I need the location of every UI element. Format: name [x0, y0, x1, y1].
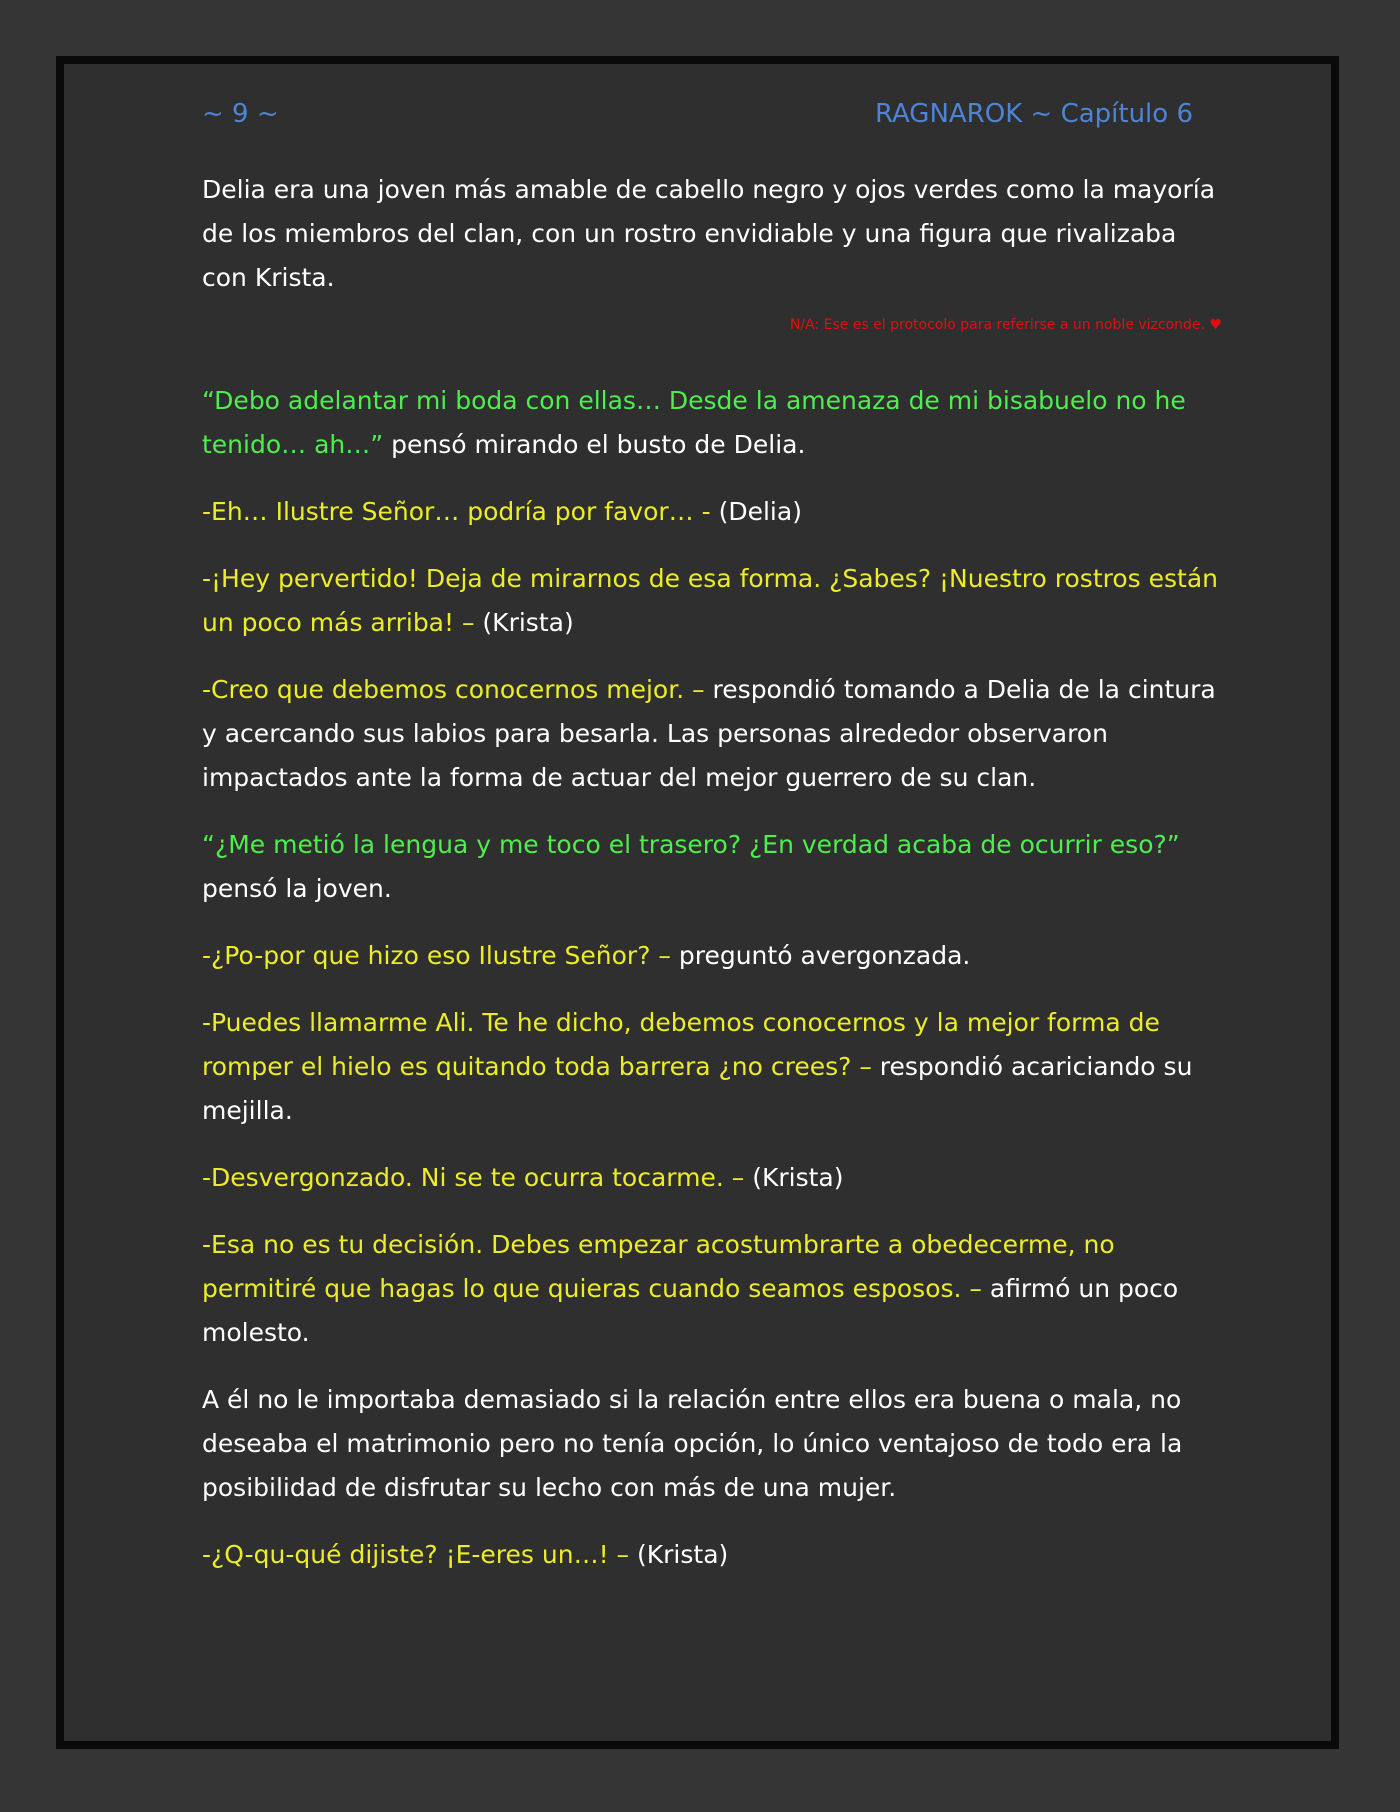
thought-text: “¿Me metió la lengua y me toco el trasero? ¿En verdad acaba de ocurrir eso?” — [202, 830, 1180, 859]
dialogue-text: -Puedes llamarme Ali. Te he dicho, debemos conocernos y la mejor forma de romper el hielo es quitando toda barrera ¿no crees? – — [202, 1008, 1160, 1081]
thought-text: “Debo adelantar mi boda con ellas… Desde la amenaza de mi bisabuelo no he tenido… ah…” — [202, 386, 1186, 459]
dialogue-text: -¡Hey pervertido! Deja de mirarnos de esa forma. ¿Sabes? ¡Nuestro rostros están un poco más arriba! – — [202, 564, 1219, 637]
speaker-tag: (Krista) — [629, 1540, 729, 1569]
paragraph-3 — [202, 490, 1222, 534]
paragraph-9 — [202, 1156, 1222, 1200]
narration-text: respondió acariciando su mejilla. — [202, 1052, 1193, 1125]
paragraph-7 — [202, 934, 1222, 978]
dialogue-text: -Eh… Ilustre Señor… podría por favor… - — [202, 497, 711, 526]
narration-text: pensó la joven. — [202, 874, 392, 903]
narration-text: preguntó avergonzada. — [670, 941, 971, 970]
page-content — [202, 168, 1222, 1600]
author-note: N/A: Ese es el protocolo para referirse a un noble vizconde. ♥ — [789, 317, 1222, 333]
dialogue-text: -Esa no es tu decisión. Debes empezar acostumbrarte a obedecerme, no permitiré que hagas lo que quieras cuando seamos esposos. – — [202, 1230, 1115, 1303]
paragraph-6 — [202, 823, 1222, 911]
chapter-title: RAGNAROK ~ Capítulo 6 — [874, 99, 1193, 129]
narration-text: Delia era una joven más amable de cabello negro y ojos verdes como la mayoría de los miembros del clan, con un rostro envidiable y una figura que rivalizaba con Krista. — [202, 175, 1216, 292]
dialogue-text: -¿Po-por que hizo eso Ilustre Señor? – — [202, 941, 671, 970]
speaker-tag: (Krista) — [474, 608, 574, 637]
narration-text: A él no le importaba demasiado si la relación entre ellos era buena o mala, no deseaba el matrimonio pero no tenía opción, lo único ventajoso de todo era la posibilidad de disfrutar su lecho con más de una mujer. — [202, 1385, 1183, 1502]
dialogue-text: -Desvergonzado. Ni se te ocurra tocarme. – — [202, 1163, 745, 1192]
paragraph-10 — [202, 1223, 1222, 1355]
speaker-tag: (Krista) — [744, 1163, 844, 1192]
page-frame — [56, 56, 1339, 1749]
narration-text: respondió tomando a Delia de la cintura y acercando sus labios para besarla. Las personas alrededor observaron impactados ante la forma de actuar del mejor guerrero de su clan. — [202, 675, 1216, 792]
narration-text: afirmó un poco molesto. — [202, 1274, 1179, 1347]
dialogue-text: -Creo que debemos conocernos mejor. – — [202, 675, 705, 704]
speaker-tag: (Delia) — [710, 497, 802, 526]
narration-text: pensó mirando el busto de Delia. — [383, 430, 806, 459]
paragraph-2 — [202, 379, 1222, 467]
paragraph-12 — [202, 1533, 1222, 1577]
dialogue-text: -¿Q-qu-qué dijiste? ¡E-eres un…! – — [202, 1540, 630, 1569]
page-number: ~ 9 ~ — [202, 99, 279, 129]
paragraph-4 — [202, 557, 1222, 645]
paragraph-5 — [202, 668, 1222, 800]
paragraph-11 — [202, 1378, 1222, 1510]
paragraph-8 — [202, 1001, 1222, 1133]
page-header — [202, 94, 1193, 134]
paragraph-1 — [202, 168, 1222, 300]
